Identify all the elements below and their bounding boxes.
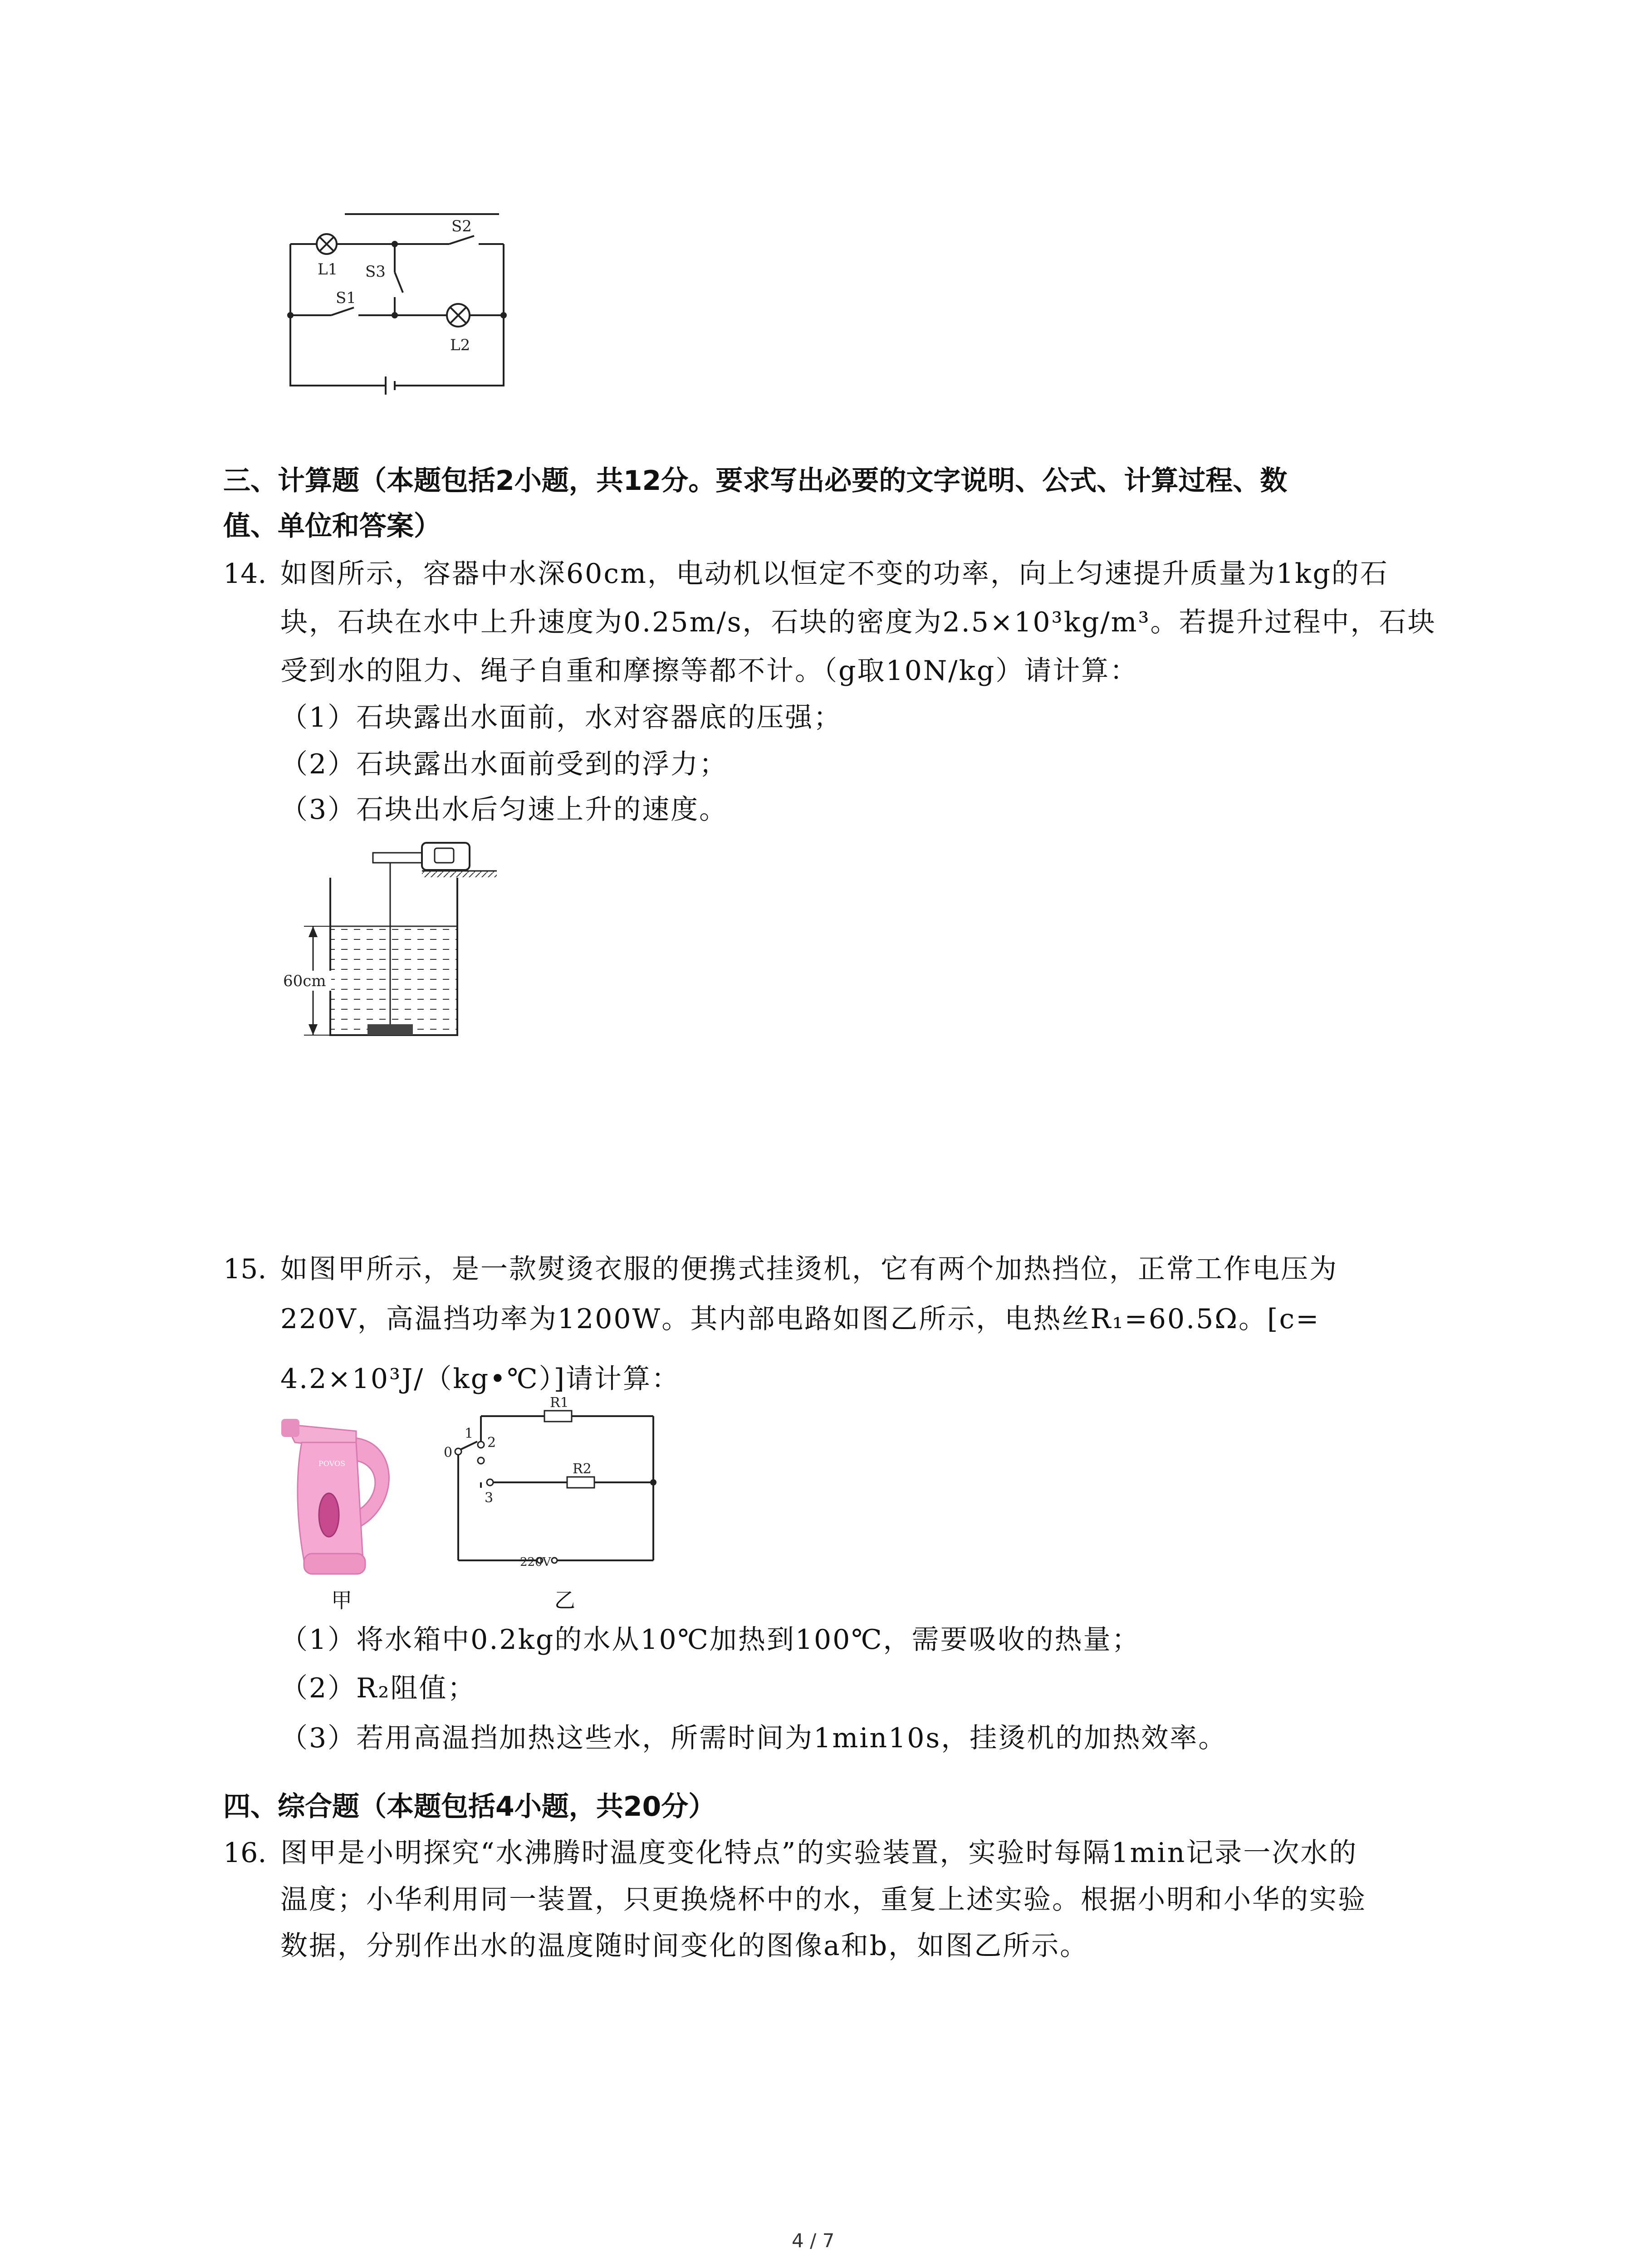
circuit-r1-label: R1: [550, 1397, 569, 1411]
q14-line-2: 块，石块在水中上升速度为0.25m/s，石块的密度为2.5×10³kg/m³。若提升过程中，石块: [280, 606, 1436, 638]
supply-voltage: 220V: [520, 1555, 551, 1569]
depth-label: 60cm: [283, 972, 326, 990]
section-3-heading-line1: 三、计算题（本题包括2小题，共12分。要求写出必要的文字说明、公式、计算过程、数: [223, 465, 1288, 497]
q14-line-1: 如图所示，容器中水深60cm，电动机以恒定不变的功率，向上匀速提升质量为1kg的石: [280, 558, 1389, 590]
circuit-diagram-lamps-switches: [272, 204, 526, 399]
q14-sub-1: （1）石块露出水面前，水对容器底的压强；: [280, 702, 843, 733]
q16-line-3: 数据，分别作出水的温度随时间变化的图像a和b，如图乙所示。: [280, 1930, 1089, 1962]
label-l1: L1: [318, 260, 338, 279]
q16-line-1: 图甲是小明探究“水沸腾时温度变化特点”的实验装置，实验时每隔1min记录一次水的: [280, 1837, 1358, 1869]
stone-block: [367, 1024, 413, 1035]
page-number: 4 / 7: [792, 2229, 835, 2252]
resistor-r2: [567, 1477, 594, 1488]
q14-sub-2: （2）石块露出水面前受到的浮力；: [280, 748, 728, 780]
q15-number: 15.: [223, 1253, 267, 1285]
q15-line-2: 220V，高温挡功率为1200W。其内部电路如图乙所示，电热丝R₁=60.5Ω。[c=: [280, 1303, 1320, 1335]
resistor-r1: [544, 1411, 572, 1422]
garment-steamer-illustration: [277, 1411, 413, 1583]
q14-number: 14.: [223, 558, 267, 590]
q15-line-1: 如图甲所示，是一款熨烫衣服的便携式挂烫机，它有两个加热挡位，正常工作电压为: [280, 1253, 1338, 1285]
q14-sub-3: （3）石块出水后匀速上升的速度。: [280, 794, 728, 826]
fig-b-caption: 乙: [554, 1588, 575, 1613]
q16-line-2: 温度；小华利用同一装置，只更换烧杯中的水，重复上述实验。根据小明和小华的实验: [280, 1884, 1367, 1916]
q15-line-3: 4.2×10³J/（kg•℃）]请计算：: [280, 1363, 681, 1395]
terminal-0: 0: [444, 1445, 453, 1461]
label-l2: L2: [450, 336, 470, 354]
heater-circuit-diagram: [426, 1397, 662, 1579]
q15-sub-3: （3）若用高温挡加热这些水，所需时间为1min10s，挂烫机的加热效率。: [280, 1722, 1227, 1754]
circuit-r2-label: R2: [573, 1461, 592, 1477]
q14-line-3: 受到水的阻力、绳子自重和摩擦等都不计。（g取10N/kg）请计算：: [280, 655, 1139, 687]
water: [330, 926, 457, 1035]
label-s2: S2: [451, 217, 472, 235]
label-s1: S1: [336, 289, 356, 307]
q15-sub-2: （2）R₂阻值；: [280, 1672, 476, 1704]
q15-sub-1: （1）将水箱中0.2kg的水从10℃加热到100℃，需要吸收的热量；: [280, 1624, 1141, 1656]
section-3-heading-line2: 值、单位和答案）: [223, 510, 441, 542]
svg-text:POVOS: POVOS: [318, 1459, 345, 1468]
terminal-2: 2: [487, 1435, 496, 1451]
terminal-1: 1: [465, 1426, 474, 1442]
q16-number: 16.: [223, 1837, 267, 1869]
section-4-heading: 四、综合题（本题包括4小题，共20分）: [223, 1791, 716, 1823]
q14-container-motor-figure: [277, 835, 513, 1048]
terminal-3: 3: [485, 1490, 494, 1506]
label-s3: S3: [365, 263, 386, 281]
fig-a-caption: 甲: [331, 1588, 352, 1613]
